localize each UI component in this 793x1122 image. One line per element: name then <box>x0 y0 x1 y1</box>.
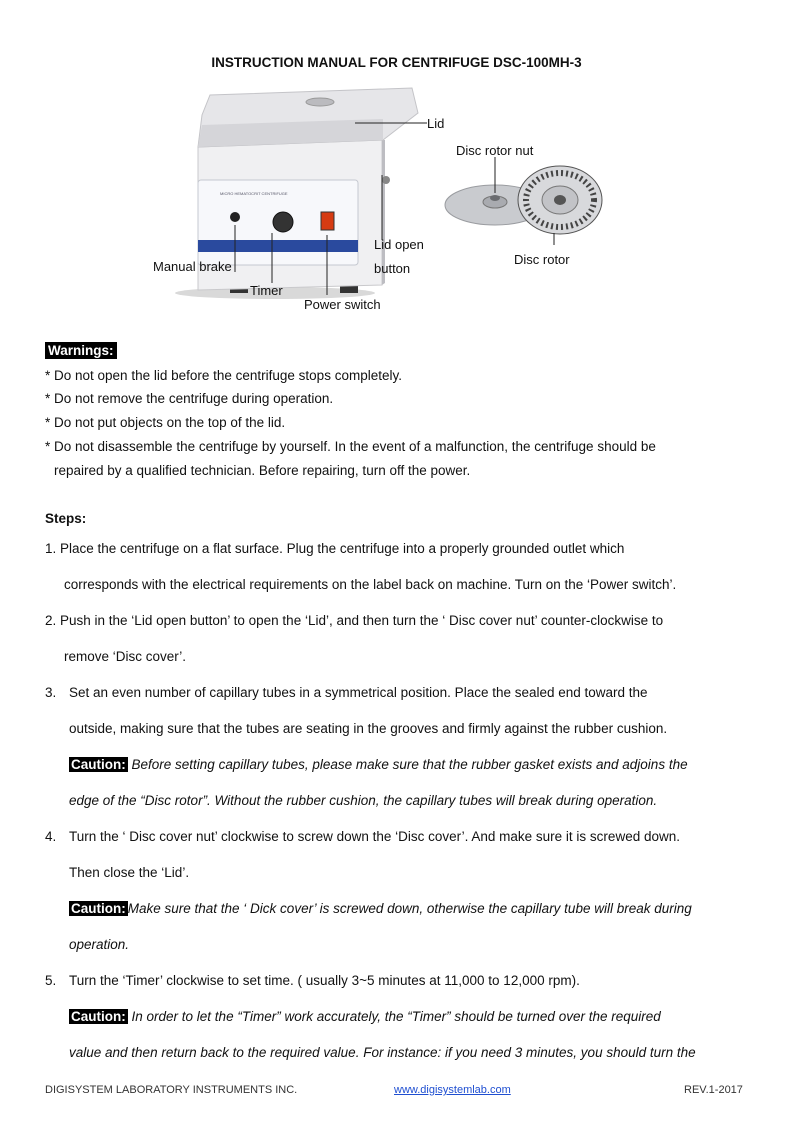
warning-item: * Do not disassemble the centrifuge by yourself. In the event of a malfunction, the centrifuge should be <box>45 439 656 454</box>
footer-company: DIGISYSTEM LABORATORY INSTRUMENTS INC. <box>45 1084 298 1096</box>
step-5-line: Turn the ‘Timer’ clockwise to set time. ( usually 3~5 minutes at 11,000 to 12,000 rpm). <box>69 973 580 988</box>
step-5-line: value and then return back to the required value. For instance: if you need 3 minutes, you should turn the <box>69 1045 696 1060</box>
step-3-line: outside, making sure that the tubes are seating in the grooves and firmly against the rubber cushion. <box>69 721 668 736</box>
label-lid-open-2: button <box>374 261 411 276</box>
step-2-line: remove ‘Disc cover’. <box>64 649 187 664</box>
step-3-line: Set an even number of capillary tubes in a symmetrical position. Place the sealed end toward the <box>69 685 648 700</box>
label-lid: Lid <box>427 116 445 131</box>
warning-item: * Do not open the lid before the centrifuge stops completely. <box>45 368 402 383</box>
caution-label: Caution: <box>71 1009 126 1024</box>
step-3-caution <box>69 757 688 772</box>
label-timer: Timer <box>250 283 283 298</box>
label-disc-rotor: Disc rotor <box>514 252 570 267</box>
step-4-number: 4. <box>45 829 57 844</box>
label-manual-brake: Manual brake <box>153 259 232 274</box>
panel-text: MICRO HEMATOCRIT CENTRIFUGE <box>220 191 288 196</box>
warning-item: * Do not remove the centrifuge during operation. <box>45 391 334 406</box>
caution-label: Caution: <box>71 757 126 772</box>
caution-label: Caution: <box>71 901 126 916</box>
step-4-line: Turn the ‘ Disc cover nut’ clockwise to screw down the ‘Disc cover’. And make sure it is screwed down. <box>69 829 680 844</box>
centrifuge-illustration <box>150 85 750 320</box>
disc-rotor-illustration <box>445 166 602 234</box>
step-5-caution <box>69 1009 661 1024</box>
caution-text: In order to let the “Timer” work accurately, the “Timer” should be turned over the required <box>131 1009 661 1024</box>
centrifuge-figure <box>150 85 750 320</box>
warning-item: repaired by a qualified technician. Before repairing, turn off the power. <box>54 463 471 478</box>
step-1-line: 1. Place the centrifuge on a flat surface. Plug the centrifuge into a properly grounded outlet which <box>45 541 625 556</box>
step-3-number: 3. <box>45 685 57 700</box>
warnings-heading: Warnings: <box>45 342 117 359</box>
step-2-line: 2. Push in the ‘Lid open button’ to open the ‘Lid’, and then turn the ‘ Disc cover nut’ counter-clockwise to <box>45 613 664 628</box>
step-1-line: corresponds with the electrical requirements on the label back on machine. Turn on the ‘Power switch’. <box>64 577 677 592</box>
footer-revision: REV.1-2017 <box>684 1084 743 1096</box>
footer-website-link[interactable]: www.digisystemlab.com <box>394 1084 511 1096</box>
warning-item: * Do not put objects on the top of the lid. <box>45 415 286 430</box>
label-lid-open-1: Lid open <box>374 237 424 252</box>
caution-text: Make sure that the ‘ Dick cover’ is screwed down, otherwise the capillary tube will break during <box>127 901 692 916</box>
step-4-caution <box>69 901 692 916</box>
steps-heading: Steps: <box>45 511 87 526</box>
label-power-switch: Power switch <box>304 297 381 312</box>
label-disc-rotor-nut: Disc rotor nut <box>456 143 534 158</box>
step-4-line: Then close the ‘Lid’. <box>69 865 190 880</box>
page-title: INSTRUCTION MANUAL FOR CENTRIFUGE DSC-100MH-3 <box>211 55 582 70</box>
step-3-line: edge of the “Disc rotor”. Without the rubber cushion, the capillary tubes will break during operation. <box>69 793 658 808</box>
caution-text: Before setting capillary tubes, please make sure that the rubber gasket exists and adjoins the <box>131 757 688 772</box>
step-5-number: 5. <box>45 973 57 988</box>
step-4-line: operation. <box>69 937 130 952</box>
